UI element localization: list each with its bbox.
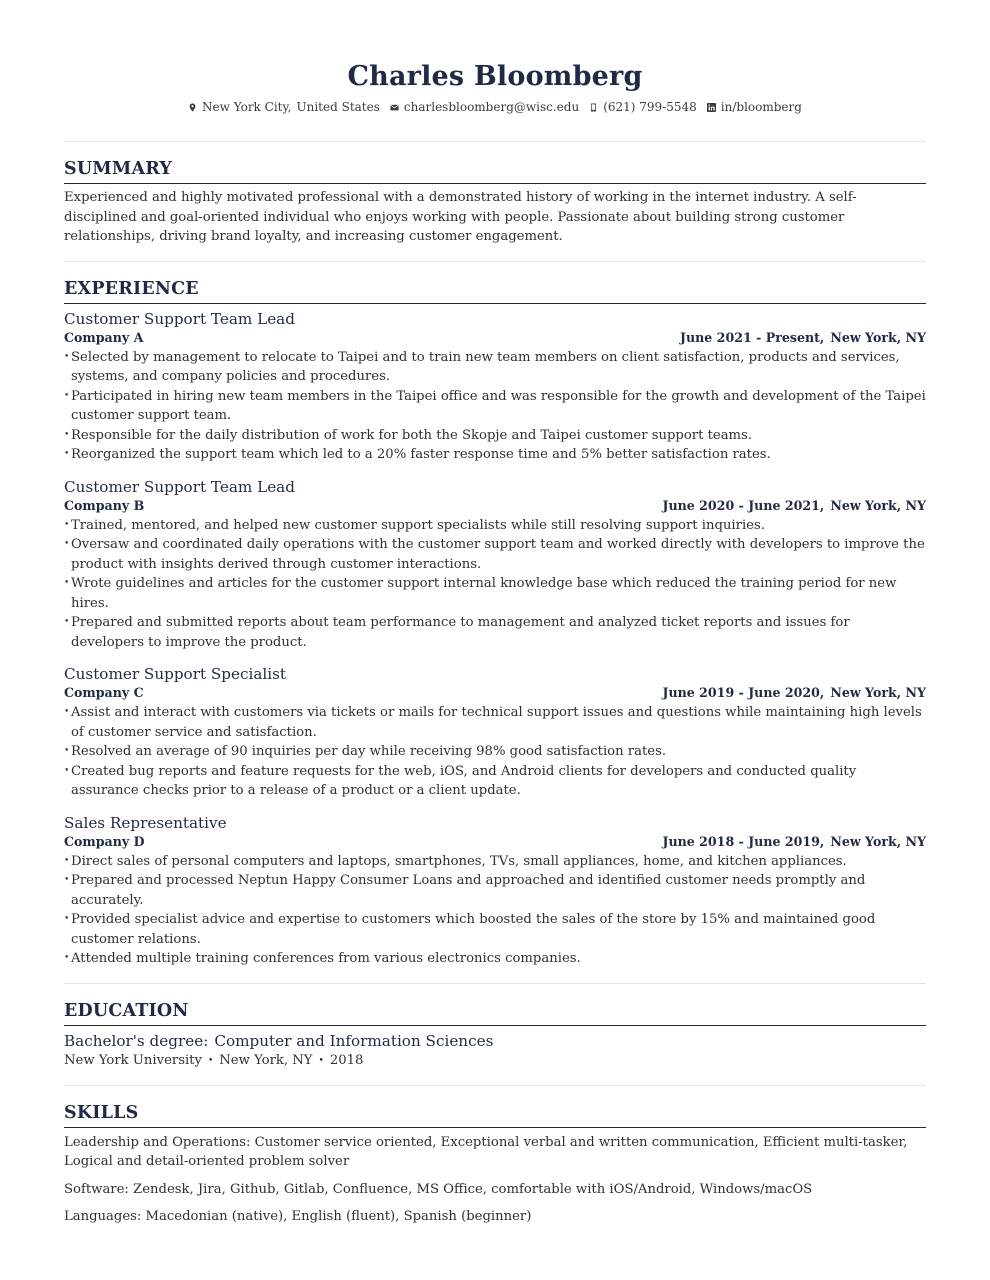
job-title: Sales Representative [64, 813, 227, 832]
list-item: • Participated in hiring new team members in the Taipei office and was responsible for the growth and development of the Taipei customer support team. [64, 387, 926, 426]
skill-line-software: Software: Zendesk, Jira, Github, Gitlab, Confluence, MS Office, comfortable with iOS/Android, Windows/macOS [64, 1181, 813, 1197]
phone-number[interactable]: (621) 799-5548 [603, 100, 697, 114]
job-bullets [64, 852, 926, 969]
linkedin-icon [707, 103, 716, 112]
job-entry [64, 477, 926, 653]
job-company: Company D [64, 833, 145, 849]
candidate-name: Charles Bloomberg [347, 61, 643, 92]
job-meta [64, 833, 926, 851]
job-dates: June 2018 - June 2019, [662, 833, 825, 849]
job-entry [64, 813, 926, 969]
list-item: • Direct sales of personal computers and laptops, smartphones, TVs, small appliances, home, and kitchen appliances. [64, 852, 926, 872]
list-item: • Created bug reports and feature requests for the web, iOS, and Android clients for developers and conducted quality assurance checks prior to a release of a product or a client update. [64, 762, 926, 801]
job-location: New York, NY [830, 833, 926, 849]
job-company: Company A [64, 329, 144, 345]
education-degree: Bachelor's degree: [64, 1031, 209, 1050]
education-year: 2018 [329, 1052, 364, 1068]
job-date-location [662, 497, 926, 515]
list-item: • Resolved an average of 90 inquiries per day while receiving 98% good satisfaction rates. [64, 742, 926, 762]
summary-section [64, 158, 926, 247]
job-title: Customer Support Team Lead [64, 309, 295, 328]
job-date-location [680, 329, 926, 347]
job-entry [64, 309, 926, 465]
divider [64, 141, 926, 142]
list-item: • Assist and interact with customers via tickets or mails for technical support issues and questions while maintaining high levels of customer service and satisfaction. [64, 703, 926, 742]
job-bullets [64, 703, 926, 801]
divider [64, 983, 926, 984]
job-company: Company C [64, 685, 144, 700]
contact-phone[interactable] [589, 99, 697, 115]
divider [64, 1085, 926, 1086]
job-meta [64, 684, 926, 702]
separator-dot: • [207, 1055, 214, 1066]
education-meta [64, 1051, 926, 1071]
summary-text: Experienced and highly motivated professional with a demonstrated history of working in the internet industry. A self-disciplined and goal-oriented individual who enjoys working with people. Passionate about building strong customer relationships, driving brand loyalty, and increasing customer engagement. [64, 190, 857, 244]
job-date-location [662, 833, 926, 851]
job-entry [64, 664, 926, 801]
job-dates: June 2020 - June 2021, [662, 497, 825, 513]
location-country: United States [296, 100, 380, 114]
experience-heading: EXPERIENCE [64, 278, 926, 304]
job-location: New York, NY [830, 685, 926, 700]
separator-dot: • [318, 1055, 324, 1066]
job-dates: June 2021 - Present, [680, 329, 825, 345]
job-location: New York, NY [830, 497, 926, 513]
education-degree-line [64, 1031, 926, 1051]
envelope-icon [390, 103, 399, 112]
education-school: New York University [64, 1052, 202, 1068]
job-bullets [64, 516, 926, 653]
contact-bar [64, 99, 926, 115]
education-location: New York, NY [219, 1052, 313, 1068]
contact-linkedin[interactable] [707, 99, 802, 115]
list-item: • Provided specialist advice and expertise to customers which boosted the sales of the store by 15% and maintained good customer relations. [64, 910, 926, 949]
location-city: New York City, [202, 100, 292, 114]
resume-header [64, 0, 926, 115]
summary-heading: SUMMARY [64, 158, 926, 184]
list-item: • Selected by management to relocate to Taipei and to train new team members on client satisfaction, products and services, systems, and company policies and procedures. [64, 348, 926, 387]
list-item: • Responsible for the daily distribution of work for both the Skopje and Taipei customer support teams. [64, 426, 926, 446]
linkedin-link[interactable]: in/bloomberg [720, 100, 802, 114]
job-bullets [64, 348, 926, 465]
job-location: New York, NY [830, 329, 926, 345]
list-item: • Prepared and submitted reports about team performance to management and analyzed ticket reports and issues for developers to improve the product. [64, 613, 926, 652]
email-link[interactable]: charlesbloomberg@wisc.edu [403, 100, 580, 114]
list-item: • Wrote guidelines and articles for the customer support internal knowledge base which reduced the training period for new hires. [64, 574, 926, 613]
job-company: Company B [64, 497, 145, 513]
contact-location [188, 99, 380, 115]
map-pin-icon [188, 103, 197, 112]
job-title: Customer Support Specialist [64, 665, 287, 683]
education-section [64, 1000, 926, 1071]
education-heading: EDUCATION [64, 1000, 926, 1026]
job-dates: June 2019 - June 2020, [662, 685, 825, 700]
job-meta [64, 497, 926, 515]
contact-email[interactable] [390, 99, 579, 115]
list-item: • Attended multiple training conferences from various electronics companies. [64, 949, 926, 969]
skills-heading: SKILLS [64, 1102, 926, 1128]
list-item: • Reorganized the support team which led to a 20% faster response time and 5% better satisfaction rates. [64, 445, 926, 465]
list-item: • Prepared and processed Neptun Happy Consumer Loans and approached and identified customer needs promptly and accurately. [64, 871, 926, 910]
phone-icon [589, 103, 598, 112]
skill-line-languages: Languages: Macedonian (native), English (fluent), Spanish (beginner) [64, 1209, 532, 1224]
skills-section [64, 1102, 926, 1227]
divider [64, 261, 926, 262]
job-meta [64, 329, 926, 347]
education-field: Computer and Information Sciences [214, 1031, 494, 1050]
job-date-location [662, 684, 926, 702]
skill-line-leadership: Leadership and Operations: Customer service oriented, Exceptional verbal and written communication, Efficient multi-tasker, Logical and detail-oriented problem solver [64, 1134, 908, 1169]
list-item: • Oversaw and coordinated daily operations with the customer support team and worked directly with developers to improve the product with insights derived through customer interactions. [64, 535, 926, 574]
list-item: • Trained, mentored, and helped new customer support specialists while still resolving support inquiries. [64, 516, 926, 536]
experience-section [64, 278, 926, 969]
job-title: Customer Support Team Lead [64, 477, 295, 496]
